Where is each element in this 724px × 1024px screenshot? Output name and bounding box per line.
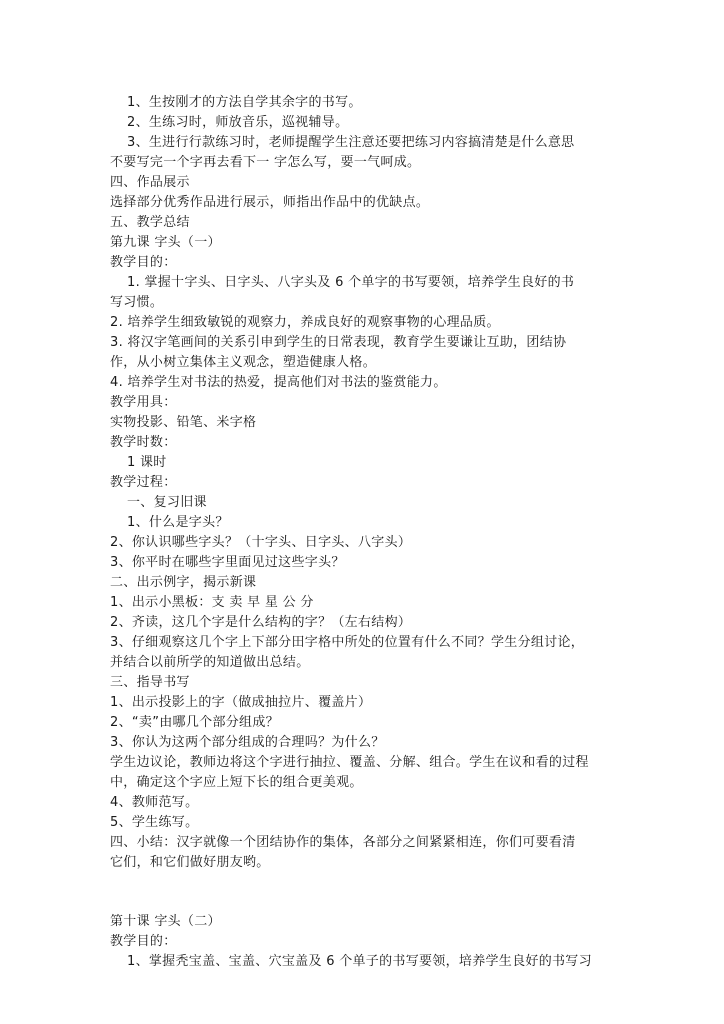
text-line: 1 课时	[127, 455, 167, 470]
section-heading: 一、复习旧课	[127, 495, 207, 510]
text-line: 5、学生练写。	[110, 815, 199, 830]
text-line: 1. 掌握十字头、日字头、八字头及 6 个单字的书写要领，培养学生良好的书	[127, 275, 575, 290]
text-line: 1、什么是字头？	[127, 515, 229, 530]
text-line: 3. 将汉字笔画间的关系引申到学生的日常表现，教育学生要谦让互助，团结协	[110, 335, 567, 350]
text-line: 2、你认识哪些字头？（十字头、日字头、八字头）	[110, 535, 412, 550]
text-line: 中，确定这个字应上短下长的组合更美观。	[110, 775, 363, 790]
text-line: 3、生进行行款练习时，老师提醒学生注意还要把练习内容搞清楚是什么意思	[127, 135, 575, 150]
text-line: 2、生练习时，师放音乐，巡视辅导。	[127, 115, 349, 130]
text-line: 作，从小树立集体主义观念，塑造健康人格。	[110, 355, 377, 370]
section-heading: 三、指导书写	[110, 675, 190, 690]
text-line: 写习惯。	[110, 295, 164, 310]
section-heading: 二、出示例字，揭示新课	[110, 575, 257, 590]
text-line: 4. 培养学生对书法的热爱，提高他们对书法的鉴赏能力。	[110, 375, 447, 390]
section-heading: 教学用具：	[110, 395, 177, 410]
text-line: 并结合以前所学的知道做出总结。	[110, 655, 310, 670]
text-line: 选择部分优秀作品进行展示，师指出作品中的优缺点。	[110, 195, 430, 210]
text-line: 实物投影、铅笔、米字格	[110, 415, 257, 430]
section-heading: 教学过程：	[110, 475, 177, 490]
lesson-title: 第十课 字头（二）	[110, 914, 221, 929]
text-line: 1、出示小黑板：支 卖 早 星 公 分	[110, 595, 314, 610]
text-line: 2. 培养学生细致敏锐的观察力，养成良好的观察事物的心理品质。	[110, 315, 500, 330]
text-line: 2、齐读，这几个字是什么结构的字？（左右结构）	[110, 615, 412, 630]
text-line: 3、你认为这两个部分组成的合理吗？为什么？	[110, 735, 385, 750]
section-heading: 五、教学总结	[110, 215, 190, 230]
section-heading: 四、作品展示	[110, 175, 190, 190]
text-line: 它们，和它们做好朋友哟。	[110, 855, 270, 870]
text-line: 4、教师范写。	[110, 795, 199, 810]
text-line: 1、生按刚才的方法自学其余字的书写。	[127, 95, 362, 110]
text-line: 学生边议论，教师边将这个字进行抽拉、覆盖、分解、组合。学生在议和看的过程	[110, 755, 589, 770]
section-heading: 教学时数：	[110, 435, 177, 450]
text-line: 四、小结：汉字就像一个团结协作的集体，各部分之间紧紧相连，你们可要看清	[110, 835, 576, 850]
text-line: 1、掌握秃宝盖、宝盖、穴宝盖及 6 个单子的书写要领，培养学生良好的书写习	[127, 954, 592, 969]
text-line: 3、仔细观察这几个字上下部分田字格中所处的位置有什么不同？学生分组讨论，	[110, 635, 585, 650]
lesson-title: 第九课 字头（一）	[110, 235, 221, 250]
text-line: 3、你平时在哪些字里面见过这些字头？	[110, 555, 345, 570]
text-line: 1、出示投影上的字（做成抽拉片、覆盖片）	[110, 695, 372, 710]
text-line: 2、“卖”由哪几个部分组成？	[110, 715, 279, 730]
section-heading: 教学目的：	[110, 934, 177, 949]
text-line: 不要写完一个字再去看下一 字怎么写，要一气呵成。	[110, 155, 421, 170]
section-heading: 教学目的：	[110, 255, 177, 270]
